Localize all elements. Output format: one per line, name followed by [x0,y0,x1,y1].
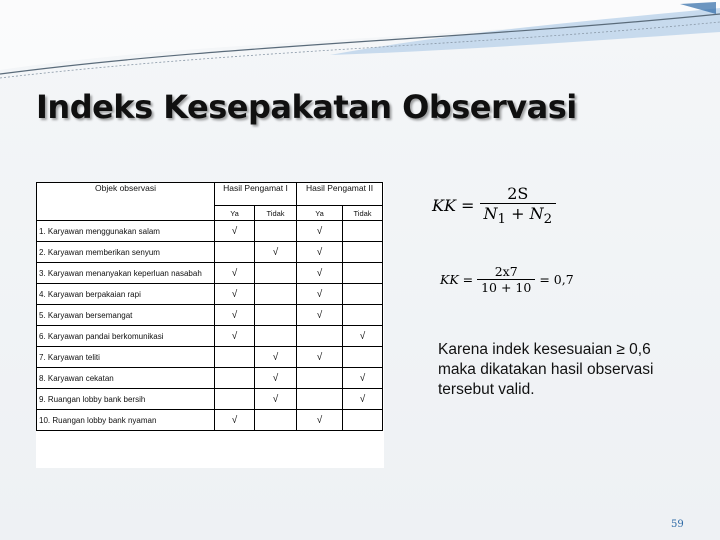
observation-table-image [36,182,384,468]
check-mark-icon: √ [255,389,297,410]
empty-cell [215,347,255,368]
row-item-label: 3. Karyawan menanyakan keperluan nasabah [37,263,215,284]
empty-cell [255,284,297,305]
check-mark-icon: √ [215,221,255,242]
calc-fraction [477,264,535,295]
check-mark-icon: √ [215,410,255,431]
empty-cell [343,410,383,431]
calc-lhs: KK = [440,272,474,287]
subheader-ya-1: Ya [215,206,255,221]
check-mark-icon: √ [215,284,255,305]
subheader-ya-2: Ya [297,206,343,221]
table-row [37,389,383,410]
check-mark-icon: √ [343,368,383,389]
table-row [37,368,383,389]
table-row [37,242,383,263]
check-mark-icon: √ [215,263,255,284]
table-row [37,326,383,347]
table-row [37,263,383,284]
check-mark-icon: √ [297,410,343,431]
header-swoosh-decoration [0,0,720,90]
table-row [37,284,383,305]
formula-lhs: KK = [432,196,475,216]
row-item-label: 2. Karyawan memberikan senyum [37,242,215,263]
empty-cell [215,242,255,263]
check-mark-icon: √ [255,368,297,389]
check-mark-icon: √ [297,263,343,284]
header-observer-1: Hasil Pengamat I [215,183,297,206]
check-mark-icon: √ [215,305,255,326]
check-mark-icon: √ [343,389,383,410]
header-observer-2: Hasil Pengamat II [297,183,383,206]
check-mark-icon: √ [297,347,343,368]
row-item-label: 8. Karyawan cekatan [37,368,215,389]
empty-cell [255,305,297,326]
row-item-label: 7. Karyawan teliti [37,347,215,368]
table-row [37,305,383,326]
row-item-label: 9. Ruangan lobby bank bersih [37,389,215,410]
page-number: 59 [671,519,684,530]
calc-result: = 0,7 [539,272,574,287]
empty-cell [255,410,297,431]
row-item-label: 1. Karyawan menggunakan salam [37,221,215,242]
empty-cell [215,389,255,410]
header-objek: Objek observasi [37,183,215,221]
row-item-label: 6. Karyawan pandai berkomunikasi [37,326,215,347]
check-mark-icon: √ [343,326,383,347]
row-item-label: 4. Karyawan berpakaian rapi [37,284,215,305]
check-mark-icon: √ [255,347,297,368]
empty-cell [343,263,383,284]
empty-cell [343,242,383,263]
empty-cell [343,347,383,368]
empty-cell [255,263,297,284]
empty-cell [297,326,343,347]
page-title: Indeks Kesepakatan Observasi [36,88,577,126]
check-mark-icon: √ [297,221,343,242]
table-row [37,410,383,431]
check-mark-icon: √ [297,305,343,326]
empty-cell [255,221,297,242]
check-mark-icon: √ [297,284,343,305]
calc-denominator: 10 + 10 [481,280,532,295]
empty-cell [255,326,297,347]
table-row [37,347,383,368]
observation-table [36,182,383,431]
empty-cell [343,284,383,305]
check-mark-icon: √ [297,242,343,263]
formula-fraction [480,184,557,227]
subheader-tidak-2: Tidak [343,206,383,221]
empty-cell [297,389,343,410]
formula-numerator: 2S [480,184,557,204]
empty-cell [343,305,383,326]
row-item-label: 10. Ruangan lobby bank nyaman [37,410,215,431]
table-body [37,221,383,431]
subheader-tidak-1: Tidak [255,206,297,221]
empty-cell [215,368,255,389]
formula-general [432,184,556,227]
empty-cell [297,368,343,389]
conclusion-text: Karena indek kesesuaian ≥ 0,6 maka dikatakan hasil observasi tersebut valid. [438,341,654,398]
formula-calculation [440,264,574,295]
row-item-label: 5. Karyawan bersemangat [37,305,215,326]
empty-cell [343,221,383,242]
calc-numerator: 2x7 [477,264,535,280]
check-mark-icon: √ [215,326,255,347]
table-row [37,221,383,242]
check-mark-icon: √ [255,242,297,263]
formula-denominator: $N_1 + N_2$ [483,204,553,228]
